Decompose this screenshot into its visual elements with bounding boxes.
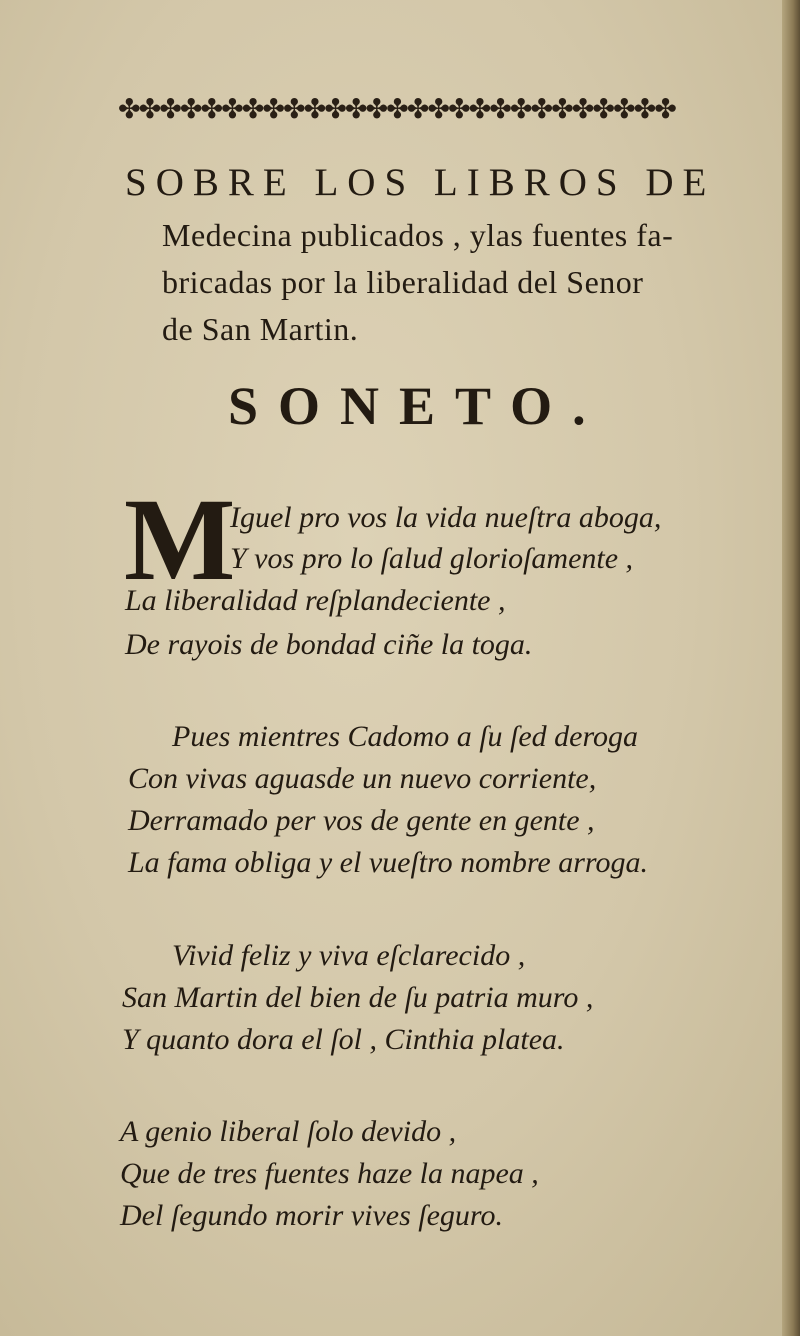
heading-rest — [162, 212, 772, 353]
soneto-title: SONETO. — [228, 376, 606, 436]
verse-line: De rayois de bondad ciñe la toga. — [125, 628, 533, 661]
verse-line: Pues mientres Cadomo a ſu ſed deroga — [172, 720, 639, 753]
verse-line: Y quanto dora el ſol , Cinthia platea. — [122, 1023, 565, 1056]
verse-line: La fama obliga y el vueſtro nombre arroga. — [128, 846, 648, 879]
heading-line-4: de San Martin. — [162, 311, 359, 347]
verse-line: San Martin del bien de ſu patria muro , — [122, 981, 594, 1014]
verse-line: Que de tres fuentes haze la napea , — [120, 1157, 539, 1190]
verse-line: Iguel pro vos la vida nueſtra aboga, — [230, 501, 662, 534]
ornament-band: ✤✤✤✤✤✤✤✤✤✤✤✤✤✤✤✤✤✤✤✤✤✤✤✤✤✤✤ — [118, 94, 675, 124]
drop-capital: M — [124, 474, 236, 605]
verse-line: Y vos pro lo ſalud glorioſamente , — [230, 542, 634, 575]
verse-line: La liberalidad reſplandeciente , — [125, 584, 506, 617]
heading-line-3: bricadas por la liberalidad del Senor — [162, 264, 644, 300]
verse-line: Derramado per vos de gente en gente , — [128, 804, 595, 837]
verse-line: Del ſegundo morir vives ſeguro. — [120, 1199, 503, 1232]
verse-line: A genio liberal ſolo devido , — [120, 1115, 457, 1148]
verse-line: Vivid feliz y viva eſclarecido , — [172, 939, 526, 972]
page-edge — [782, 0, 800, 1336]
heading-line-2: Medecina publicados , ylas fuentes fa- — [162, 217, 674, 253]
heading-line-1: SOBRE LOS LIBROS DE — [125, 161, 716, 204]
verse-line: Con vivas aguasde un nuevo corriente, — [128, 762, 597, 795]
